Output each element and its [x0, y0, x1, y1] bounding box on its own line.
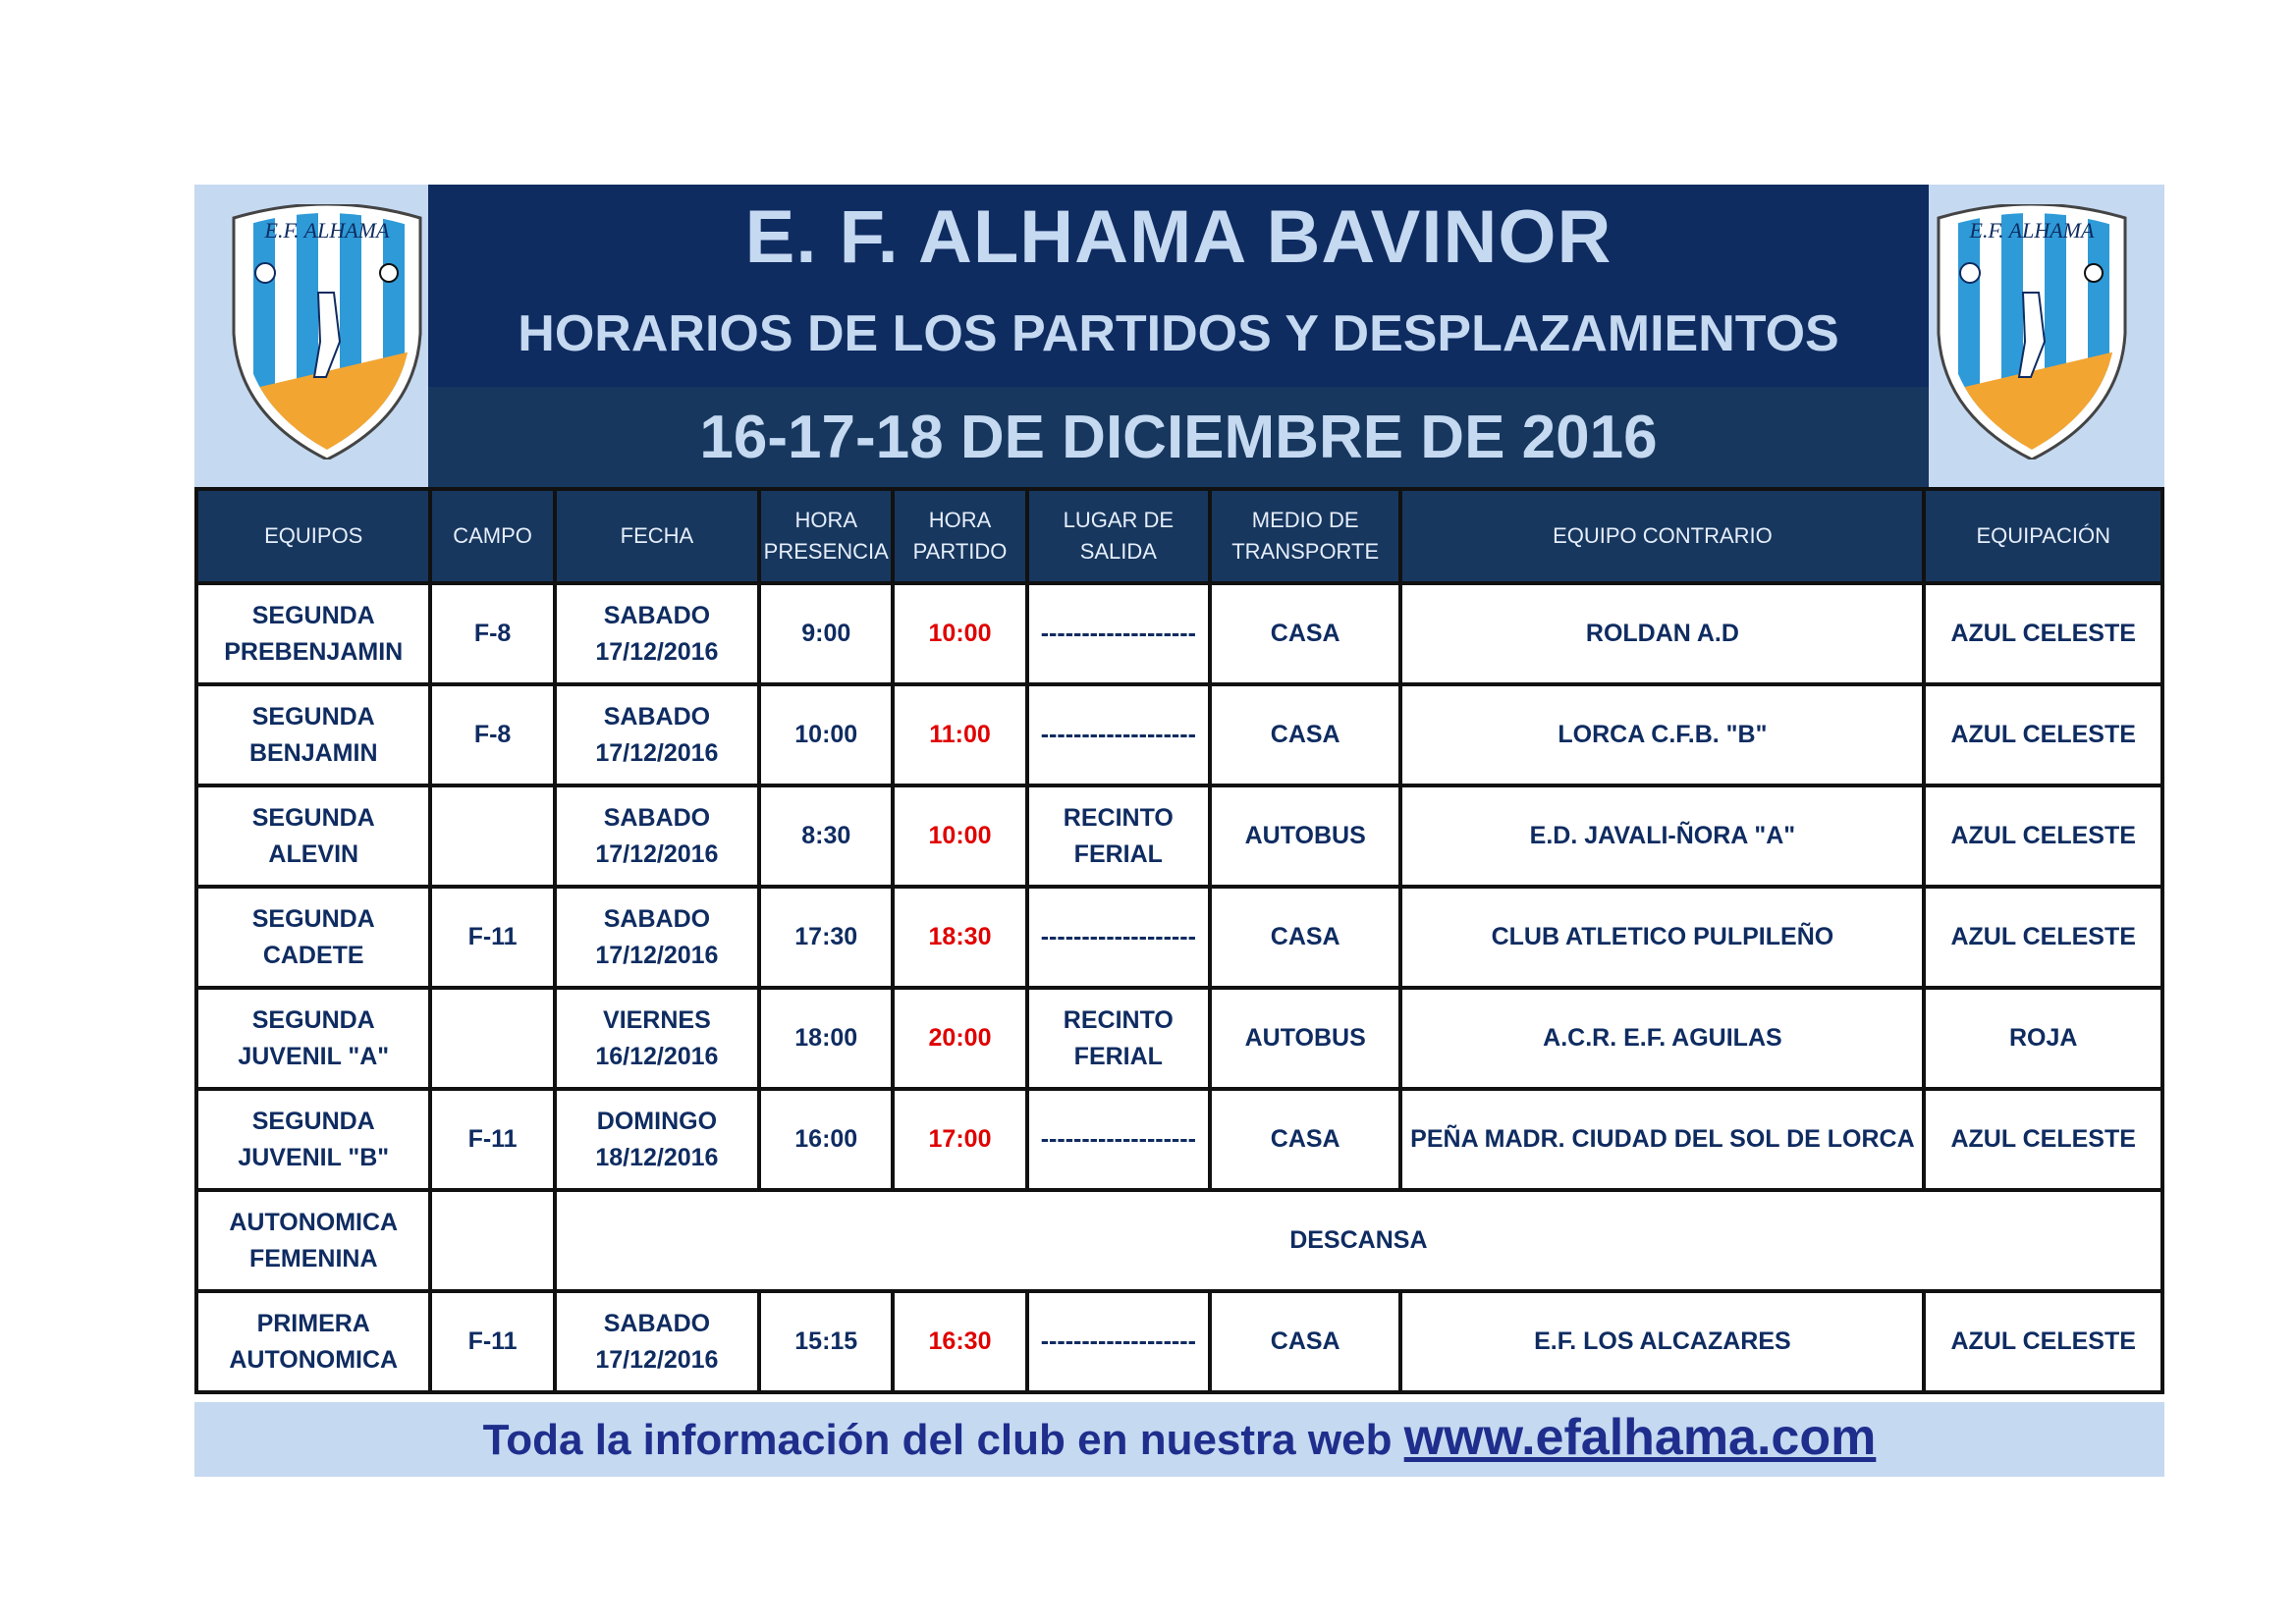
lugar-line: -------------------: [1040, 1125, 1196, 1154]
lugar-line: RECINTO: [1063, 804, 1174, 833]
date-value: 17/12/2016: [595, 637, 719, 666]
col-hora-presencia: [761, 491, 891, 581]
club-crest-right: [1929, 204, 2135, 460]
col-label: HORA: [794, 508, 858, 533]
date-value: 16/12/2016: [595, 1042, 719, 1070]
cell-transporte: CASA: [1212, 889, 1398, 986]
cell-lugar: [1029, 686, 1208, 784]
cell-equipacion: AZUL CELESTE: [1926, 1293, 2160, 1390]
weekend-dates: 16-17-18 DE DICIEMBRE DE 2016: [699, 404, 1658, 471]
cell-contrario: E.F. LOS ALCAZARES: [1402, 1293, 1922, 1390]
cell-partido: 20:00: [895, 990, 1024, 1087]
schedule-sheet: [194, 185, 2164, 1477]
team-line: SEGUNDA: [251, 1006, 375, 1035]
team-line: PRIMERA: [256, 1310, 370, 1338]
team-line: SEGUNDA: [251, 703, 375, 731]
team-line: ALEVIN: [268, 839, 359, 868]
lugar-line: RECINTO: [1063, 1006, 1174, 1035]
header: [194, 185, 2164, 489]
schedule-subtitle: HORARIOS DE LOS PARTIDOS Y DESPLAZAMIENTOS: [518, 305, 1839, 362]
team-line: CADETE: [262, 941, 364, 969]
col-fecha: FECHA: [557, 491, 757, 581]
cell-lugar: [1029, 1091, 1208, 1188]
cell-team: [198, 1192, 428, 1289]
cell-fecha: [557, 1293, 757, 1390]
cell-transporte: AUTOBUS: [1212, 787, 1398, 885]
cell-transporte: AUTOBUS: [1212, 990, 1398, 1087]
website-link[interactable]: www.efalhama.com: [1403, 1409, 1877, 1466]
cell-presencia: 10:00: [761, 686, 891, 784]
cell-presencia: 18:00: [761, 990, 891, 1087]
cell-team: [198, 1293, 428, 1390]
team-line: PREBENJAMIN: [224, 637, 404, 666]
cell-team: [198, 787, 428, 885]
cell-transporte: CASA: [1212, 1293, 1398, 1390]
cell-fecha: [557, 686, 757, 784]
cell-transporte: CASA: [1212, 686, 1398, 784]
lugar-line: FERIAL: [1073, 1042, 1163, 1070]
col-label: HORA: [928, 508, 992, 533]
cell-fecha: [557, 889, 757, 986]
cell-contrario: ROLDAN A.D: [1402, 585, 1922, 682]
cell-rest-status: DESCANSA: [557, 1192, 2160, 1289]
cell-campo: [432, 990, 552, 1087]
day-name: DOMINGO: [596, 1108, 718, 1136]
day-name: SABADO: [603, 1310, 711, 1338]
footer: [194, 1402, 2164, 1477]
col-campo: CAMPO: [432, 491, 552, 581]
cell-team: [198, 990, 428, 1087]
col-equipos: EQUIPOS: [198, 491, 428, 581]
col-contrario: EQUIPO CONTRARIO: [1402, 491, 1922, 581]
cell-contrario: A.C.R. E.F. AGUILAS: [1402, 990, 1922, 1087]
cell-partido: 16:30: [895, 1293, 1024, 1390]
cell-campo: F-8: [432, 686, 552, 784]
col-label: SALIDA: [1079, 539, 1157, 564]
table-row: [198, 585, 2160, 682]
cell-equipacion: ROJA: [1926, 990, 2160, 1087]
table-row: [198, 787, 2160, 885]
cell-partido: 17:00: [895, 1091, 1024, 1188]
club-title: E. F. ALHAMA BAVINOR: [744, 195, 1613, 279]
col-transporte: [1212, 491, 1398, 581]
cell-lugar: [1029, 787, 1208, 885]
col-equipacion: EQUIPACIÓN: [1926, 491, 2160, 581]
date-value: 17/12/2016: [595, 738, 719, 767]
col-label: MEDIO DE: [1251, 508, 1359, 533]
date-value: 17/12/2016: [595, 941, 719, 969]
day-name: VIERNES: [603, 1006, 711, 1035]
cell-team: [198, 585, 428, 682]
team-line: FEMENINA: [248, 1244, 378, 1272]
cell-presencia: 16:00: [761, 1091, 891, 1188]
cell-equipacion: AZUL CELESTE: [1926, 787, 2160, 885]
date-block: [428, 387, 1929, 489]
col-label: PARTIDO: [912, 539, 1008, 564]
cell-campo: F-11: [432, 889, 552, 986]
team-line: SEGUNDA: [251, 602, 375, 630]
date-value: 17/12/2016: [595, 839, 719, 868]
team-line: BENJAMIN: [248, 738, 378, 767]
cell-campo: F-11: [432, 1293, 552, 1390]
date-value: 17/12/2016: [595, 1345, 719, 1374]
cell-partido: 10:00: [895, 787, 1024, 885]
cell-campo: [432, 787, 552, 885]
cell-transporte: CASA: [1212, 585, 1398, 682]
cell-partido: 10:00: [895, 585, 1024, 682]
team-line: SEGUNDA: [251, 804, 375, 833]
table-row-rest: [198, 1192, 2160, 1289]
table-row: [198, 1293, 2160, 1390]
crest-lettering: E.F. ALHAMA: [1969, 218, 2095, 243]
cell-lugar: [1029, 1293, 1208, 1390]
cell-team: [198, 1091, 428, 1188]
cell-contrario: CLUB ATLETICO PULPILEÑO: [1402, 889, 1922, 986]
day-name: SABADO: [603, 804, 711, 833]
title-block: [428, 185, 1929, 387]
cell-campo: F-11: [432, 1091, 552, 1188]
cell-equipacion: AZUL CELESTE: [1926, 585, 2160, 682]
col-label: LUGAR DE: [1063, 508, 1175, 533]
col-hora-partido: [895, 491, 1024, 581]
col-lugar-salida: [1029, 491, 1208, 581]
table-row: [198, 686, 2160, 784]
date-value: 18/12/2016: [595, 1143, 719, 1171]
lugar-line: FERIAL: [1073, 839, 1163, 868]
cell-fecha: [557, 1091, 757, 1188]
table-row: [198, 1091, 2160, 1188]
team-line: JUVENIL "B": [238, 1143, 390, 1171]
cell-team: [198, 686, 428, 784]
cell-campo: [432, 1192, 552, 1289]
footer-message: Toda la información del club en nuestra web: [482, 1416, 1404, 1464]
cell-equipacion: AZUL CELESTE: [1926, 686, 2160, 784]
cell-fecha: [557, 787, 757, 885]
lugar-line: -------------------: [1040, 721, 1196, 749]
lugar-line: -------------------: [1040, 620, 1196, 648]
cell-fecha: [557, 990, 757, 1087]
cell-lugar: [1029, 990, 1208, 1087]
cell-partido: 11:00: [895, 686, 1024, 784]
day-name: SABADO: [603, 602, 711, 630]
cell-fecha: [557, 585, 757, 682]
lugar-line: -------------------: [1040, 1327, 1196, 1356]
team-line: SEGUNDA: [251, 1108, 375, 1136]
cell-contrario: E.D. JAVALI-ÑORA "A": [1402, 787, 1922, 885]
footer-text: [194, 1408, 2164, 1467]
crest-lettering: E.F. ALHAMA: [264, 218, 390, 243]
lugar-line: -------------------: [1040, 923, 1196, 951]
day-name: SABADO: [603, 703, 711, 731]
team-line: AUTONOMICA: [229, 1209, 399, 1237]
cell-presencia: 17:30: [761, 889, 891, 986]
cell-presencia: 8:30: [761, 787, 891, 885]
table-row: [198, 889, 2160, 986]
cell-transporte: CASA: [1212, 1091, 1398, 1188]
col-label: PRESENCIA: [763, 539, 889, 564]
cell-lugar: [1029, 889, 1208, 986]
cell-equipacion: AZUL CELESTE: [1926, 889, 2160, 986]
cell-equipacion: AZUL CELESTE: [1926, 1091, 2160, 1188]
header-row: [198, 491, 2160, 581]
cell-contrario: PEÑA MADR. CIUDAD DEL SOL DE LORCA: [1402, 1091, 1922, 1188]
team-line: SEGUNDA: [251, 905, 375, 934]
day-name: SABADO: [603, 905, 711, 934]
cell-team: [198, 889, 428, 986]
cell-presencia: 9:00: [761, 585, 891, 682]
schedule-table: [194, 487, 2164, 1394]
col-label: TRANSPORTE: [1231, 539, 1380, 564]
cell-campo: F-8: [432, 585, 552, 682]
cell-partido: 18:30: [895, 889, 1024, 986]
cell-contrario: LORCA C.F.B. "B": [1402, 686, 1922, 784]
cell-lugar: [1029, 585, 1208, 682]
club-crest-left: [224, 204, 430, 460]
team-line: AUTONOMICA: [229, 1345, 399, 1374]
cell-presencia: 15:15: [761, 1293, 891, 1390]
table-row: [198, 990, 2160, 1087]
team-line: JUVENIL "A": [238, 1042, 390, 1070]
